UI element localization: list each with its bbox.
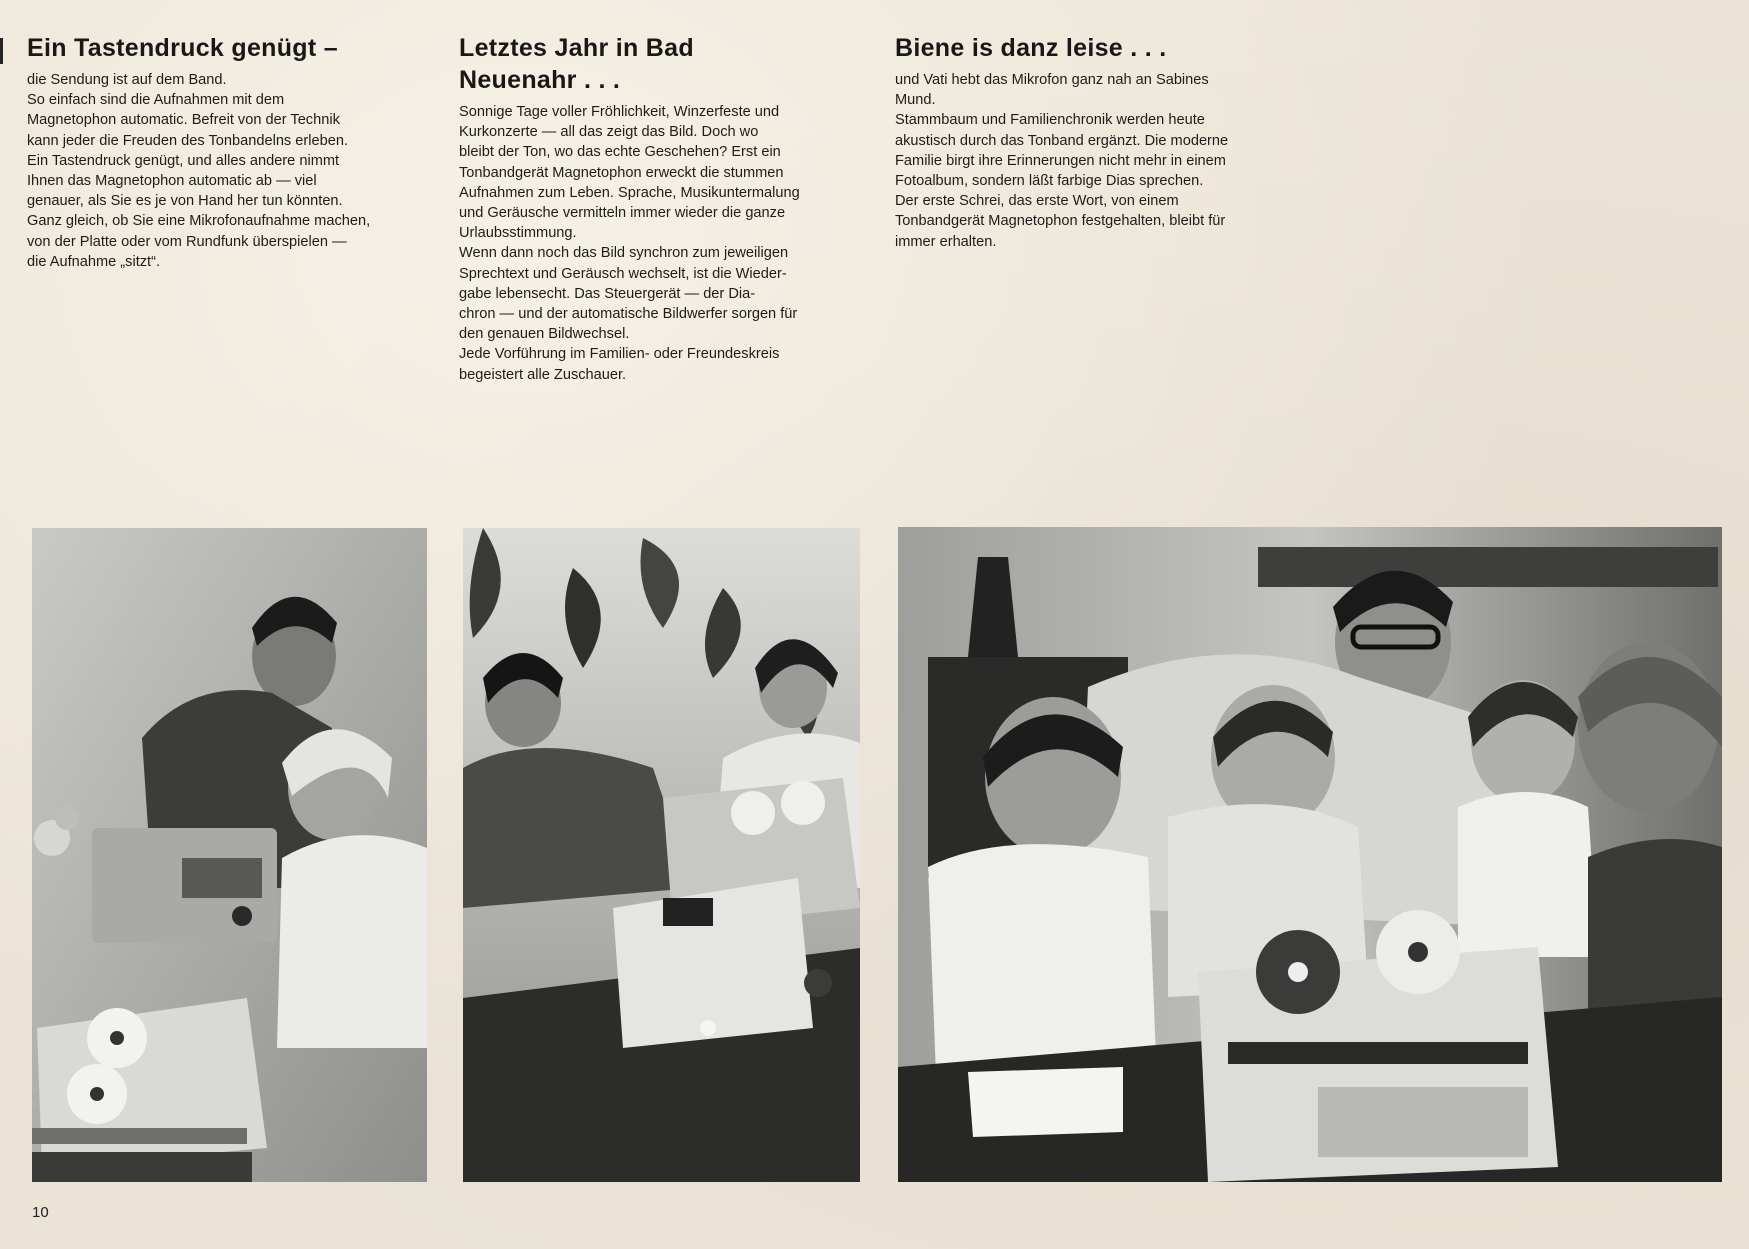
column-3-heading: Biene is danz leise . . . [895, 34, 1167, 62]
page-number: 10 [32, 1204, 49, 1221]
photo-slide-projector [463, 528, 860, 1182]
photo-family-tape-recorder [898, 527, 1722, 1182]
article-column-2 [459, 32, 869, 385]
column-2-heading: Letztes Jahr in Bad Neuenahr . . . [459, 34, 694, 94]
photo-family-illustration [898, 527, 1722, 1182]
column-1-heading: Ein Tastendruck genügt – [27, 34, 338, 62]
page-edge-mark [0, 38, 3, 64]
photo-projector-illustration [463, 528, 860, 1182]
article-column-1 [27, 32, 437, 272]
column-2-body: Sonnige Tage voller Fröhlichkeit, Winzerfeste und Kurkonzerte — all das zeigt das Bild. Doch wo bleibt der Ton, wo das echte Geschehen? Erst ein Tonbandgerät Magnetophon erweckt die stummen Aufnahmen zum Leben. Sprache, Musikuntermalung und Geräusche vermitteln immer wieder die ganze Urlaubsstimmung. Wenn dann noch das Bild synchron zum jeweiligen Sprechtext und Geräusch wechselt, ist die Wieder- gabe lebensecht. Das Steuergerät — der Dia- chron — und der automatische Bildwerfer sorgen für den genauen Bildwechsel. Jede Vorführung im Familien- oder Freundeskreis begeistert alle Zuschauer. [459, 104, 800, 383]
column-3-body: und Vati hebt das Mikrofon ganz nah an Sabines Mund. Stammbaum und Familienchronik werden heute akustisch durch das Tonband ergänzt. Die moderne Familie birgt ihre Erinnerungen nicht mehr in einem Fotoalbum, sondern läßt farbige Dias sprechen. Der erste Schrei, das erste Wort, von einem Tonbandgerät Magnetophon festgehalten, bleibt für immer erhalten. [895, 72, 1229, 250]
photo-couple-tape-recorder [32, 528, 427, 1182]
photo-couple-illustration [32, 528, 427, 1182]
column-1-body: die Sendung ist auf dem Band. So einfach sind die Aufnahmen mit dem Magnetophon automatic. Befreit von der Technik kann jeder die Freuden des Tonbandelns erleben. Ein Tastendruck genügt, und alles andere nimmt Ihnen das Magnetophon automatic ab — viel genauer, als Sie es je von Hand her tun könnten. Ganz gleich, ob Sie eine Mikrofonaufnahme machen, von der Platte oder vom Rundfunk überspielen — die Aufnahme „sitzt“. [27, 72, 371, 270]
article-column-3 [895, 32, 1305, 252]
